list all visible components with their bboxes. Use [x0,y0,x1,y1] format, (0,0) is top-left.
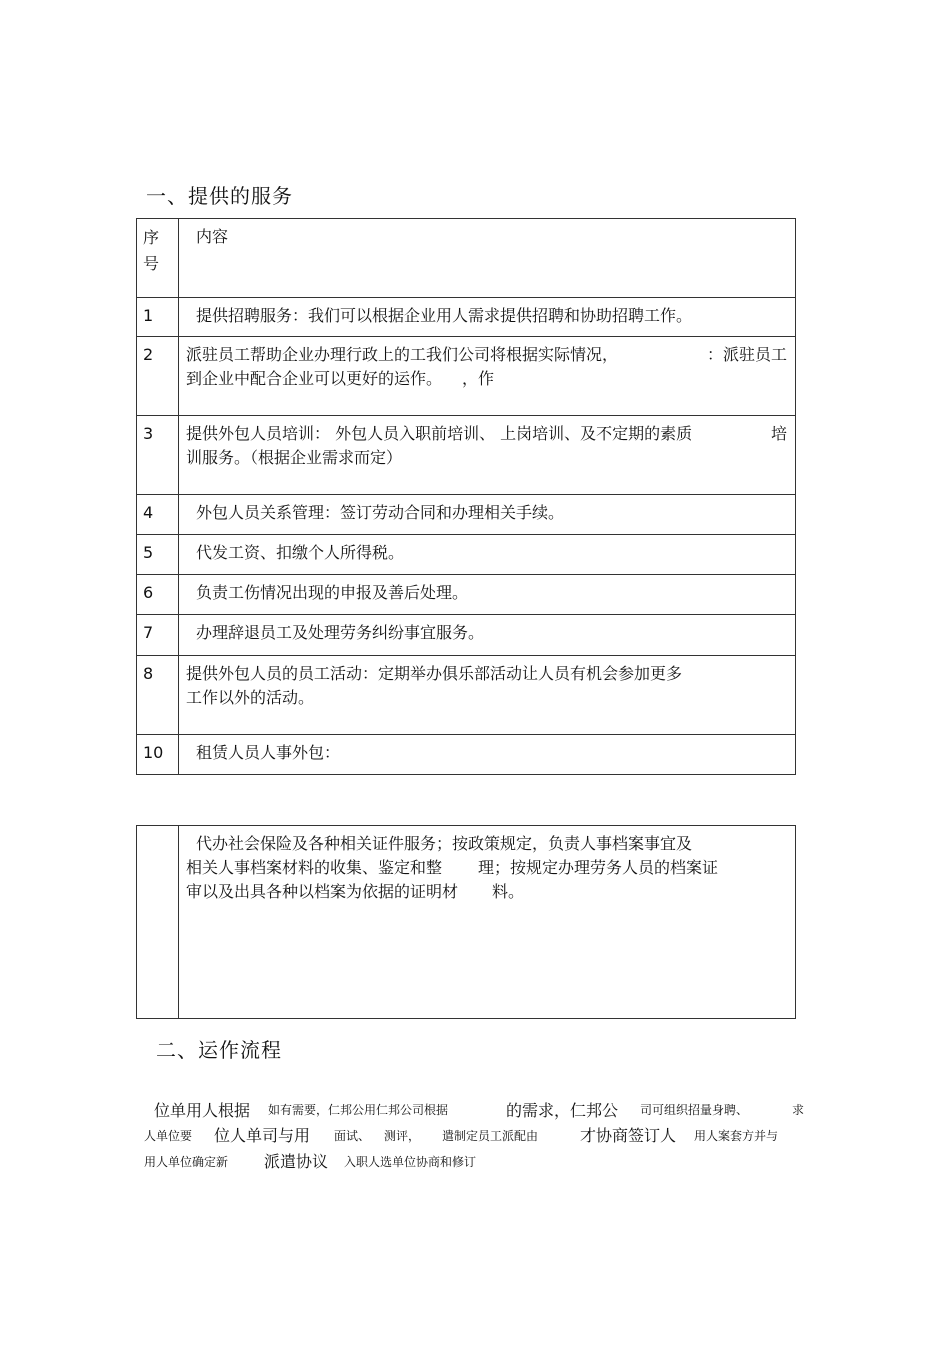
row-num: 10 [137,735,179,775]
row-text: 代发工资、扣缴个人所得税。 [179,535,796,575]
table-row [137,656,796,735]
table-row [137,826,796,1019]
table-row [137,337,796,416]
table-row [137,495,796,535]
row-num [137,826,179,1019]
header-content: 内容 [179,219,796,298]
flow-text: 入职人选单位协商和修订 [344,1155,477,1169]
flow-text: 面试、 [334,1129,371,1143]
flow-text: 才协商签订人 [580,1126,677,1145]
row-num: 4 [137,495,179,535]
row-num: 2 [137,337,179,416]
row-text: 提供招聘服务：我们可以根据企业用人需求提供招聘和协助招聘工作。 [179,298,796,337]
row-num: 8 [137,656,179,735]
row-num: 6 [137,575,179,615]
flow-text: 人单位要 [144,1129,193,1143]
header-num: 序号 [137,219,179,298]
row-num: 5 [137,535,179,575]
flow-text: 求 [792,1103,805,1117]
flow-text: 测评， [384,1129,421,1143]
services-table [136,218,796,775]
table-row [137,615,796,656]
flow-text: 用人单位确定新 [144,1155,229,1169]
section-title-process: 二、运作流程 [156,1038,282,1062]
row-text: 代办社会保险及各种相关证件服务；按政策规定，负责人事档案事宜及 相关人事档案材料的收集、鉴定和整 理；按规定办理劳务人员的档案证 审以及出具各种以档案为依据的证明材 料。 [179,826,796,1019]
table-row [137,416,796,495]
flow-text: 司可组织招量身聘、 [640,1103,749,1117]
flow-text: 位人单司与用 [214,1126,311,1145]
row-text: 派驻员工帮助企业办理行政上的工我们公司将根据实际情况， ：派驻员工 到企业中配合企业可以更好的运作。 ，作 [179,337,796,416]
row-num: 7 [137,615,179,656]
table-header-row [137,219,796,298]
table-row [137,535,796,575]
flow-text: 的需求，仁邦公 [506,1101,619,1120]
section-title-services: 一、提供的服务 [146,184,293,208]
table-row [137,735,796,775]
flow-text: 用人案套方并与 [694,1129,779,1143]
row-text: 外包人员关系管理：签订劳动合同和办理相关手续。 [179,495,796,535]
row-text: 提供外包人员的员工活动：定期举办俱乐部活动让人员有机会参加更多 工作以外的活动。 [179,656,796,735]
table-row [137,575,796,615]
row-text: 负责工伤情况出现的申报及善后处理。 [179,575,796,615]
services-table-continued [136,825,796,1019]
flow-text: 派遣协议 [264,1152,329,1171]
table-row [137,298,796,337]
row-num: 1 [137,298,179,337]
row-num: 3 [137,416,179,495]
flow-text: 位单用人根据 [154,1101,251,1120]
row-text: 提供外包人员培训： 外包人员入职前培训、 上岗培训、及不定期的素质 培 训服务。（根据企业需求而定） [179,416,796,495]
row-text: 租赁人员人事外包： [179,735,796,775]
row-text: 办理辞退员工及处理劳务纠纷事宜服务。 [179,615,796,656]
flow-text: 如有需要，仁邦公用仁邦公司根据 [268,1103,449,1117]
flow-text: 遣制定员工派配由 [442,1129,539,1143]
